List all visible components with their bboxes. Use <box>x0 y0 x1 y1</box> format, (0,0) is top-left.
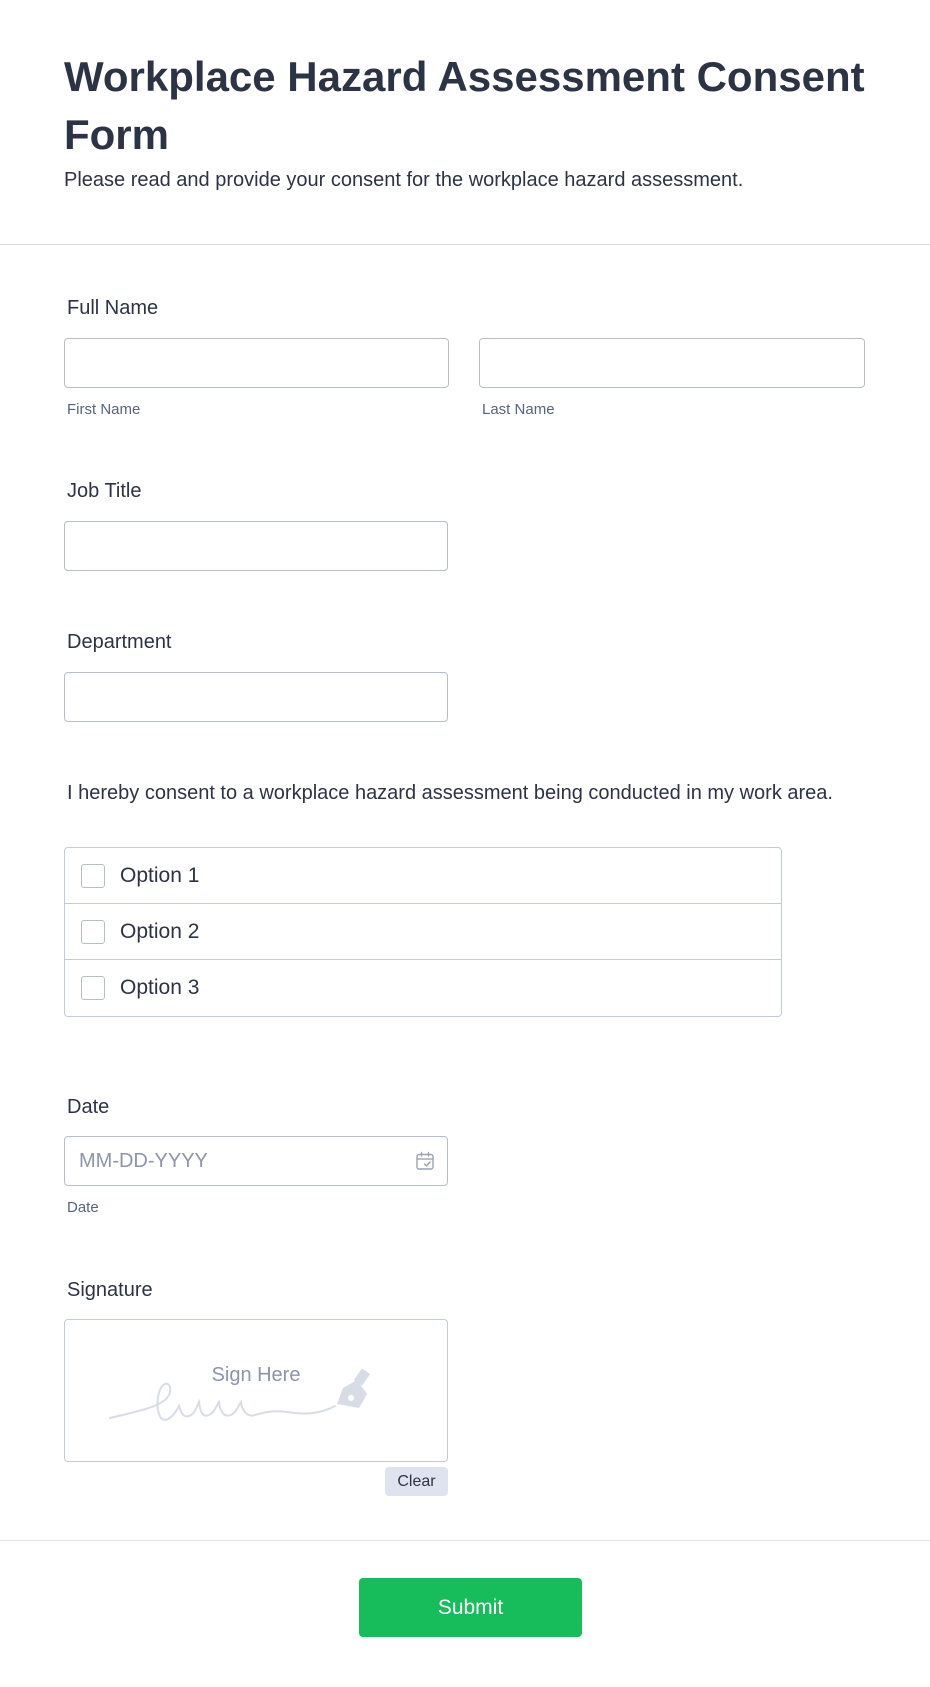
last-name-sublabel: Last Name <box>482 401 555 418</box>
checkbox[interactable] <box>81 976 105 1000</box>
option-label: Option 2 <box>120 919 200 943</box>
consent-question: I hereby consent to a workplace hazard assessment being conducted in my work area. <box>67 782 833 804</box>
consent-option-1[interactable] <box>65 848 781 904</box>
page-title: Workplace Hazard Assessment Consent Form <box>64 53 865 158</box>
job-title-label: Job Title <box>67 480 142 502</box>
job-title-input[interactable] <box>64 521 448 571</box>
footer-divider <box>0 1540 930 1541</box>
page-subtitle: Please read and provide your consent for the workplace hazard assessment. <box>64 169 744 191</box>
full-name-label: Full Name <box>67 297 159 319</box>
last-name-input[interactable] <box>479 338 865 388</box>
first-name-input[interactable] <box>64 338 449 388</box>
date-sublabel: Date <box>67 1199 99 1216</box>
first-name-sublabel: First Name <box>67 401 141 418</box>
signature-hint: Sign Here <box>211 1364 301 1386</box>
checkbox[interactable] <box>81 864 105 888</box>
signature-label: Signature <box>67 1279 153 1301</box>
signature-pad[interactable] <box>64 1319 448 1462</box>
consent-option-2[interactable] <box>65 904 781 960</box>
date-input[interactable] <box>64 1136 448 1186</box>
submit-button[interactable]: Submit <box>359 1578 582 1637</box>
calendar-icon[interactable] <box>415 1151 435 1171</box>
option-label: Option 1 <box>120 863 200 887</box>
form-header <box>0 0 930 245</box>
consent-options <box>64 847 782 1017</box>
option-label: Option 3 <box>120 976 200 999</box>
checkbox[interactable] <box>81 920 105 944</box>
department-input[interactable] <box>64 672 448 722</box>
clear-signature-button[interactable]: Clear <box>385 1467 448 1496</box>
department-label: Department <box>67 631 172 653</box>
date-label: Date <box>67 1096 110 1118</box>
consent-option-3[interactable] <box>65 960 781 1016</box>
